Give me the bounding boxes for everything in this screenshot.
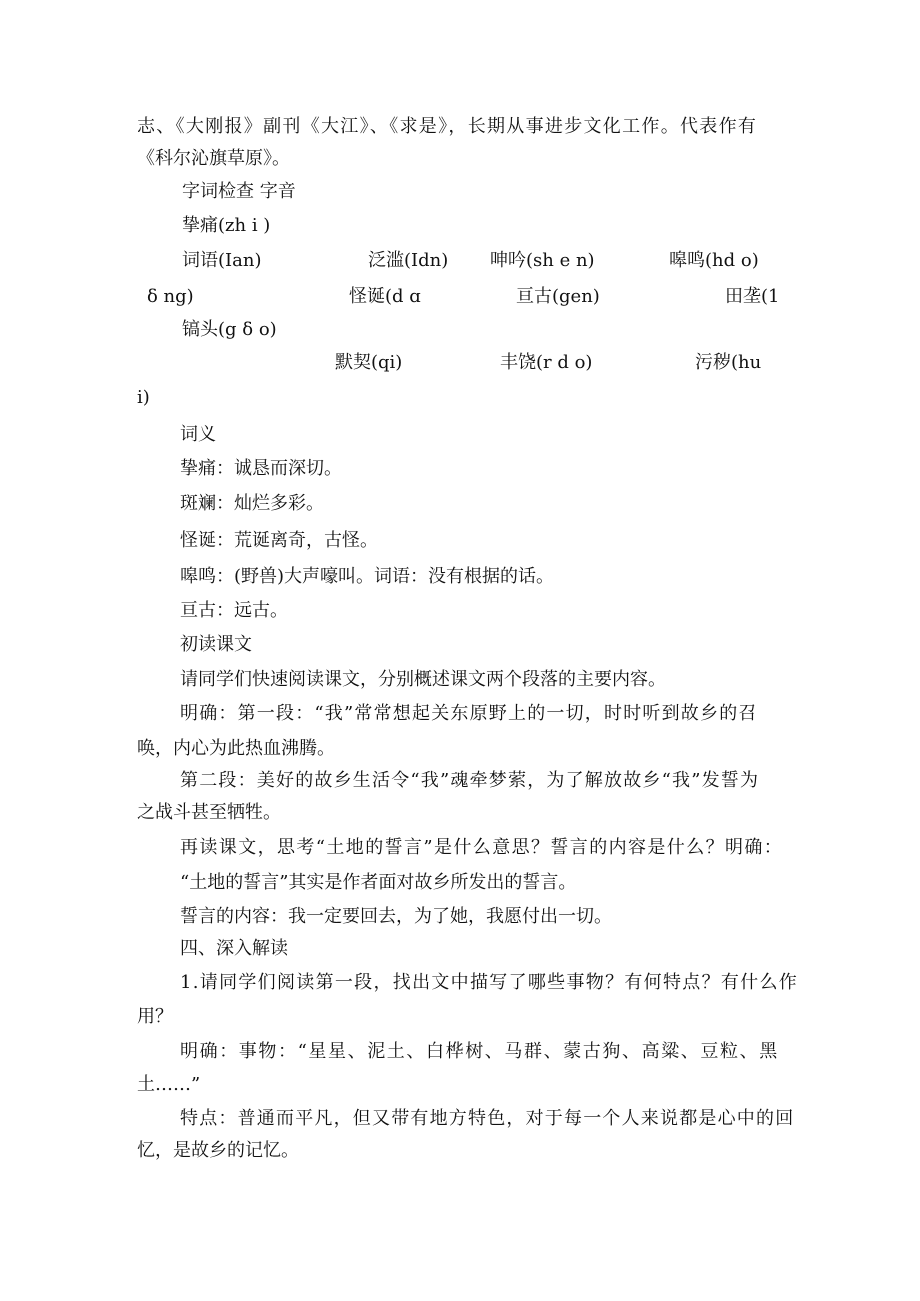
text-line: 特点：普通而平凡，但又带有地方特色，对于每一个人来说都是心中的回 <box>180 1108 795 1129</box>
text-line: 字词检查 字音 <box>182 181 296 202</box>
text-line: 镐头(g δ o) <box>182 319 277 340</box>
text-line: 嗥鸣(hd o) <box>669 250 759 271</box>
text-line: 词语(Ian) <box>182 250 262 271</box>
text-line: “土地的誓言”其实是作者面对故乡所发出的誓言。 <box>180 872 577 893</box>
text-line: δ ng) <box>147 286 194 307</box>
text-line: 忆，是故乡的记忆。 <box>137 1140 299 1161</box>
text-line: 呻吟(sh e n) <box>490 250 595 271</box>
text-line: 明确：事物：“星星、泥土、白桦树、马群、蒙古狗、高粱、豆粒、黑 <box>180 1041 779 1062</box>
text-line: 泛滥(Idn) <box>368 250 449 271</box>
text-line: 唤，内心为此热血沸腾。 <box>137 738 335 759</box>
text-line: 誓言的内容：我一定要回去，为了她，我愿付出一切。 <box>180 906 612 927</box>
text-line: 斑斓：灿烂多彩。 <box>180 493 324 514</box>
text-line: 请同学们快速阅读课文，分别概述课文两个段落的主要内容。 <box>180 669 666 690</box>
text-line: 土……” <box>137 1074 201 1095</box>
text-line: 怪诞(d ɑ <box>349 286 421 307</box>
text-line: 默契(qi) <box>335 352 403 373</box>
text-line: 1.请同学们阅读第一段，找出文中描写了哪些事物？有何特点？有什么作 <box>180 972 799 993</box>
text-line: i) <box>137 387 150 408</box>
text-line: 嗥鸣：(野兽)大声嚎叫。词语：没有根据的话。 <box>180 566 555 587</box>
text-line: 再读课文，思考“土地的誓言”是什么意思？誓言的内容是什么？明确： <box>180 837 784 858</box>
text-line: 亘古(gen) <box>516 286 600 307</box>
text-line: 词义 <box>180 424 216 445</box>
text-line: 志、《大刚报》副刊《大江》、《求是》，长期从事进步文化工作。代表作有 <box>137 116 758 137</box>
text-line: 田垄(1 <box>725 286 780 307</box>
text-line: 之战斗甚至牺牲。 <box>137 802 281 823</box>
text-line: 亘古：远古。 <box>180 600 288 621</box>
text-line: 挚痛：诚恳而深切。 <box>180 458 342 479</box>
text-line: 怪诞：荒诞离奇，古怪。 <box>180 530 378 551</box>
text-line: 第二段：美好的故乡生活令“我”魂牵梦萦，为了解放故乡“我”发誓为 <box>180 770 760 791</box>
text-line: 污秽(hu <box>695 352 762 373</box>
text-line: 挚痛(zh i ) <box>182 215 271 236</box>
text-line: 丰饶(r d o) <box>500 352 593 373</box>
text-line: 用？ <box>137 1006 173 1027</box>
text-line: 初读课文 <box>180 634 252 655</box>
text-line: 明确：第一段：“我”常常想起关东原野上的一切，时时听到故乡的召 <box>180 703 758 724</box>
section-heading: 四、深入解读 <box>180 938 288 959</box>
text-line: 《科尔沁旗草原》。 <box>137 148 290 169</box>
